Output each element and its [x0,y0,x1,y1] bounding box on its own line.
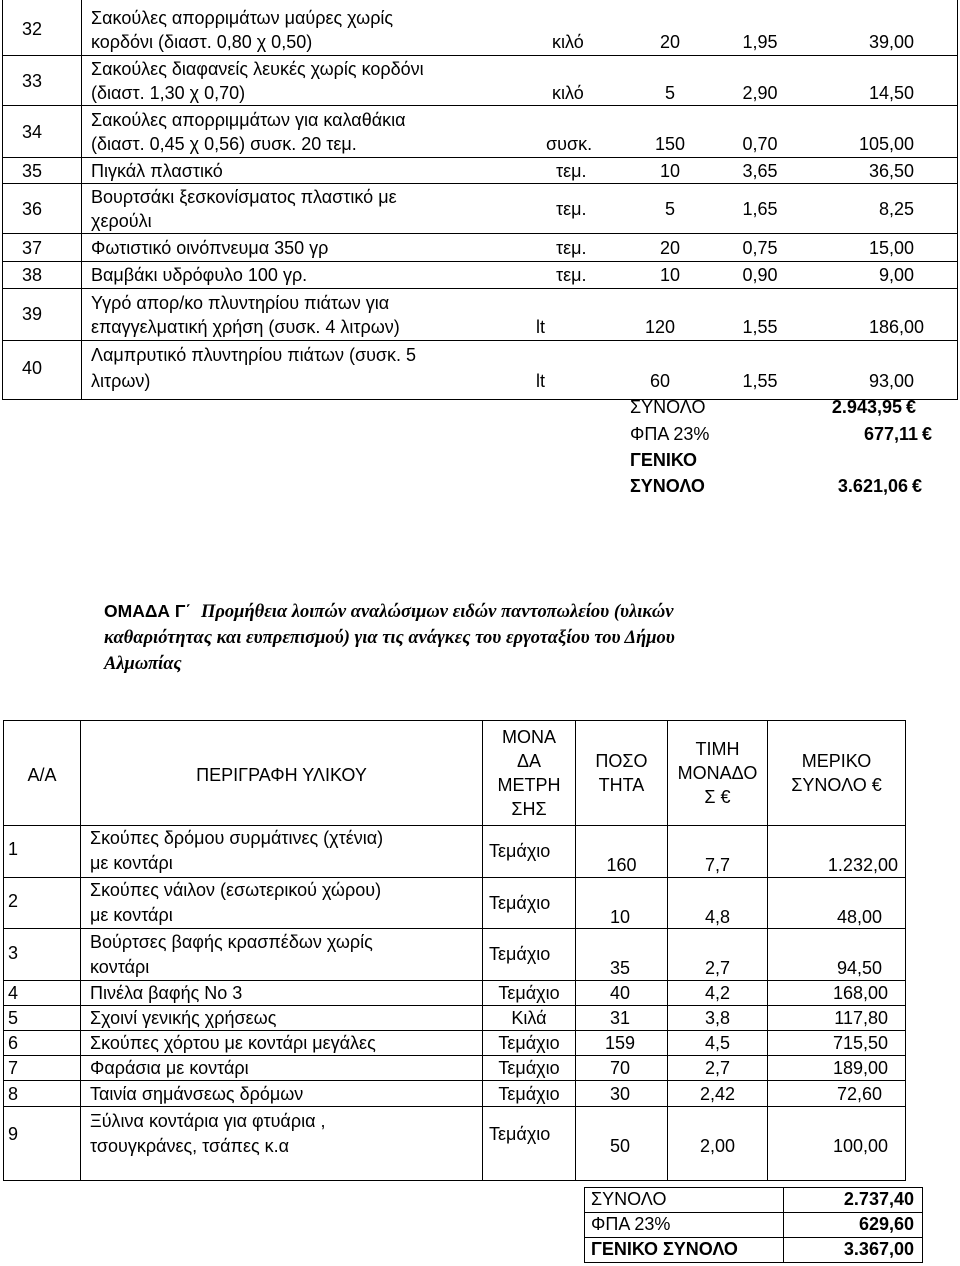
item-quantity: 35 [610,958,631,978]
row-number: 40 [22,358,43,378]
row-number: 39 [22,304,43,324]
item-description: με κοντάρι [90,853,173,873]
item-total: 72,60 [836,1084,882,1104]
item-quantity: 40 [610,983,631,1003]
item-unit: τεμ. [556,161,587,181]
item-price: 4,8 [704,907,731,927]
item-price: 0,75 [742,238,778,258]
row-number: 2 [8,891,19,911]
euro-icon: € [922,424,933,444]
item-description: κοντάρι [90,957,150,977]
item-total: 715,50 [832,1033,888,1053]
item-quantity: 20 [659,32,681,52]
item-unit: Κιλά [511,1008,547,1028]
item-unit: τεμ. [556,238,587,258]
header-price: ΜΟΝΑΔΟ [677,763,758,783]
item-total: 15,00 [868,238,914,258]
item-description: κορδόνι (διαστ. 0,80 χ 0,50) [91,32,313,52]
header-price: ΤΙΜΗ [695,739,740,759]
item-quantity: 120 [644,317,676,337]
item-unit: Τεμάχιο [489,841,551,861]
header-quantity: ΠΟΣΟ [595,751,648,771]
row-number: 34 [22,122,43,142]
grand-total-value: 3.621,06 [837,476,908,496]
row-number: 3 [8,943,19,963]
vat-value: 629,60 [858,1214,914,1234]
item-total: 93,00 [868,371,914,391]
group-heading-text: Προμήθεια λοιπών αναλώσιμων ειδών παντοπωλείου (υλικών [201,602,674,622]
item-total: 100,00 [832,1136,888,1156]
item-description: Σκούπες δρόμου συρμάτινες (χτένια) [90,828,384,848]
item-description: Βαμβάκι υδρόφυλο 100 γρ. [91,265,308,285]
item-total: 186,00 [868,317,924,337]
row-number: 9 [8,1124,19,1144]
header-quantity: ΤΗΤΑ [598,775,645,795]
item-quantity: 10 [659,265,681,285]
item-price: 1,65 [742,199,778,219]
header-unit: ΔΑ [516,751,542,771]
item-quantity: 10 [659,161,681,181]
item-total: 94,50 [836,958,882,978]
item-total: 36,50 [868,161,914,181]
item-total: 189,00 [832,1058,888,1078]
item-quantity: 159 [605,1033,636,1053]
item-price: 2,7 [704,958,731,978]
item-quantity: 60 [649,371,671,391]
header-price: Σ € [704,787,731,807]
item-unit: lt [536,371,545,391]
item-quantity: 30 [610,1084,631,1104]
item-quantity: 50 [610,1136,631,1156]
item-unit: Τεμάχιο [489,1124,551,1144]
item-description: Ταινία σημάνσεως δρόμων [90,1084,304,1104]
item-price: 2,90 [742,83,778,103]
item-unit: Τεμάχιο [498,983,560,1003]
item-unit: Τεμάχιο [498,1084,560,1104]
item-price: 3,65 [742,161,778,181]
item-total: 39,00 [868,32,914,52]
row-number: 35 [22,161,43,181]
item-quantity: 20 [659,238,681,258]
vat-label: ΦΠΑ 23% [630,424,710,444]
row-number: 38 [22,265,43,285]
subtotal-value: 2.943,95 [831,397,902,417]
item-description: Σκούπες χόρτου με κοντάρι μεγάλες [90,1033,376,1053]
vat-label: ΦΠΑ 23% [591,1214,671,1234]
row-number: 32 [22,19,43,39]
item-total: 8,25 [878,199,914,219]
row-number: 8 [8,1084,19,1104]
euro-icon: € [912,476,923,496]
item-description: επαγγελματική χρήση (συσκ. 4 λιτρων) [91,317,400,337]
item-description: Σακούλες απορριμμάτων για καλαθάκια [91,110,406,130]
item-total: 14,50 [868,83,914,103]
item-total: 1.232,00 [827,855,898,875]
item-quantity: 5 [664,199,675,219]
item-quantity: 160 [606,855,637,875]
header-total: ΣΥΝΟΛΟ € [791,775,882,795]
item-price: 1,55 [742,371,778,391]
item-quantity: 70 [610,1058,631,1078]
item-description: λιτρων) [91,371,151,391]
item-unit: Τεμάχιο [498,1033,560,1053]
item-price: 2,00 [699,1136,736,1156]
item-description: (διαστ. 0,45 χ 0,56) συσκ. 20 τεμ. [91,134,357,154]
item-price: 0,90 [742,265,778,285]
item-quantity: 150 [654,134,686,154]
item-unit: Τεμάχιο [498,1058,560,1078]
row-number: 33 [22,71,43,91]
item-description: Υγρό απορ/κο πλυντηρίου πιάτων για [91,293,390,313]
item-description: Ξύλινα κοντάρια για φτυάρια , [90,1111,326,1131]
item-unit: Τεμάχιο [489,944,551,964]
item-price: 2,42 [699,1084,736,1104]
vat-value: 677,11 [863,424,918,444]
subtotal-label: ΣΥΝΟΛΟ [630,397,706,417]
item-description: Σχοινί γενικής χρήσεως [90,1008,277,1028]
item-description: Φωτιστικό οινόπνευμα 350 γρ [91,238,329,258]
euro-icon: € [906,397,917,417]
grand-total-value: 3.367,00 [843,1239,914,1259]
grand-total-label: ΓΕΝΙΚΟ ΣΥΝΟΛΟ [591,1239,738,1259]
group-heading-text: Αλμωπίας [104,654,182,674]
item-description: Φαράσια με κοντάρι [90,1058,249,1078]
item-unit: Τεμάχιο [489,893,551,913]
item-description: Σακούλες διαφανείς λευκές χωρίς κορδόνι [91,59,424,79]
row-number: 6 [8,1033,19,1053]
item-description: Λαμπρυτικό πλυντηρίου πιάτων (συσκ. 5 [91,345,417,365]
item-quantity: 5 [664,83,675,103]
item-price: 7,7 [704,855,731,875]
item-total: 48,00 [836,907,882,927]
item-price: 1,95 [742,32,778,52]
header-unit: ΣΗΣ [511,799,547,819]
row-number: 37 [22,238,43,258]
item-description: Βουρτσάκι ξεσκονίσματος πλαστικό με [91,187,397,207]
item-quantity: 10 [610,907,631,927]
item-description: Σκούπες νάιλον (εσωτερικού χώρου) [90,880,382,900]
item-description: Βούρτσες βαφής κρασπέδων χωρίς [90,932,373,952]
header-total: ΜΕΡΙΚΟ [801,751,872,771]
item-price: 1,55 [742,317,778,337]
row-number: 4 [8,983,19,1003]
group-heading [104,598,864,677]
subtotal-label: ΣΥΝΟΛΟ [591,1189,667,1209]
item-description: Πινέλα βαφής Νο 3 [90,983,243,1003]
item-description: Σακούλες απορριμάτων μαύρες χωρίς [91,8,394,28]
item-description: με κοντάρι [90,905,173,925]
item-total: 105,00 [858,134,914,154]
item-unit: τεμ. [556,199,587,219]
row-number: 1 [8,839,19,859]
item-total: 168,00 [832,983,888,1003]
row-number: 5 [8,1008,19,1028]
item-description: τσουγκράνες, τσάπες κ.α [90,1136,290,1156]
item-price: 4,5 [704,1033,731,1053]
item-description: χερούλι [91,211,152,231]
row-number: 7 [8,1058,19,1078]
group-heading-text: καθαριότητας και ευπρεπισμού) για τις ανάγκες του εργοταξίου του Δήμου [104,628,675,648]
item-price: 2,7 [704,1058,731,1078]
group-heading-prefix: ΟΜΑΔΑ Γ΄ [104,601,192,621]
item-unit: κιλό [552,83,584,103]
item-price: 0,70 [742,134,778,154]
item-price: 4,2 [704,983,731,1003]
item-total: 9,00 [878,265,914,285]
subtotal-value: 2.737,40 [843,1189,914,1209]
header-aa: Α/Α [27,765,57,785]
header-unit: ΜΟΝΑ [502,727,556,747]
item-total: 117,80 [834,1008,888,1028]
grand-total-label: ΣΥΝΟΛΟ [630,476,705,496]
item-unit: συσκ. [546,134,593,154]
item-unit: κιλό [552,32,584,52]
item-description: (διαστ. 1,30 χ 0,70) [91,83,246,103]
row-number: 36 [22,199,43,219]
header-description: ΠΕΡΙΓΡΑΦΗ ΥΛΙΚΟΥ [196,765,367,785]
grand-total-label: ΓΕΝΙΚΟ [630,450,697,470]
item-quantity: 31 [610,1008,631,1028]
item-description: Πιγκάλ πλαστικό [91,161,223,181]
item-price: 3,8 [704,1008,731,1028]
item-unit: τεμ. [556,265,587,285]
item-unit: lt [536,317,545,337]
header-unit: ΜΕΤΡΗ [497,775,561,795]
